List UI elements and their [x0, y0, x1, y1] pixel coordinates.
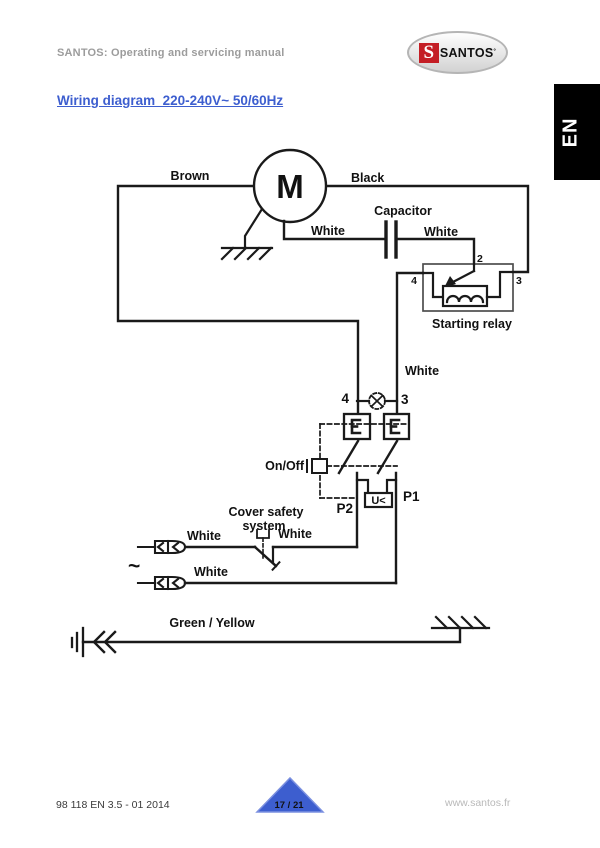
wire-white-capacitor [396, 239, 474, 264]
page-indicator [253, 775, 327, 817]
motor-ground-symbol [222, 209, 272, 259]
label-relay-pin-4: 4 [411, 275, 417, 287]
label-relay-pin-2: 2 [477, 253, 483, 265]
wire-brown [118, 186, 358, 414]
label-white-cover: White [277, 527, 313, 541]
label-p2: P2 [336, 501, 353, 516]
label-terminal-4: 4 [341, 391, 349, 406]
motor-label: M [276, 168, 304, 205]
switch-blade-left [339, 441, 358, 473]
chassis-ground-right-icon [432, 617, 489, 628]
label-starting-relay: Starting relay [432, 317, 512, 331]
page-indicator-label: 17 / 21 [274, 800, 304, 811]
logo-trademark: ˚ [493, 47, 497, 57]
label-relay-pin-3: 3 [516, 275, 522, 287]
switch-contact-left [344, 414, 370, 439]
label-ac-symbol: ~ [128, 555, 141, 578]
label-terminal-3: 3 [401, 392, 409, 407]
label-white-motor: White [310, 224, 346, 238]
label-white-switch: White [405, 364, 440, 378]
logo-s-icon: S [419, 43, 439, 63]
label-capacitor: Capacitor [374, 204, 432, 218]
footer-website-link[interactable]: www.santos.fr [445, 797, 511, 809]
starting-relay-internals [423, 264, 513, 306]
connector-live [138, 541, 185, 553]
header-manual-title: SANTOS: Operating and servicing manual [57, 47, 285, 59]
label-cover-safety-1: Cover safety [228, 505, 304, 519]
earth-symbol-left-icon [72, 628, 83, 656]
switch-blade-right [378, 441, 397, 473]
label-white-live: White [186, 529, 222, 543]
label-on-off: On/Off [265, 459, 304, 473]
on-off-switch-box [312, 459, 327, 473]
label-undervoltage: U< [371, 495, 386, 507]
label-green-yellow: Green / Yellow [169, 616, 255, 630]
label-cover-safety-2: system [242, 519, 286, 533]
earth-line [72, 617, 489, 656]
label-black: Black [351, 171, 385, 185]
language-tab-label: EN [559, 117, 582, 147]
switch-contact-right [384, 414, 409, 439]
logo-name: SANTOS [439, 45, 494, 60]
indicator-lamp-icon [357, 393, 397, 409]
label-brown: Brown [170, 169, 210, 183]
connector-neutral [138, 577, 185, 589]
label-p1: P1 [403, 489, 420, 504]
capacitor-symbol [386, 222, 396, 257]
footer-document-reference: 98 118 EN 3.5 - 01 2014 [56, 799, 170, 811]
label-white-neutral: White [193, 565, 229, 579]
page-title: Wiring diagram 220-240V~ 50/60Hz [57, 93, 284, 108]
label-white-capacitor: White [424, 225, 459, 239]
